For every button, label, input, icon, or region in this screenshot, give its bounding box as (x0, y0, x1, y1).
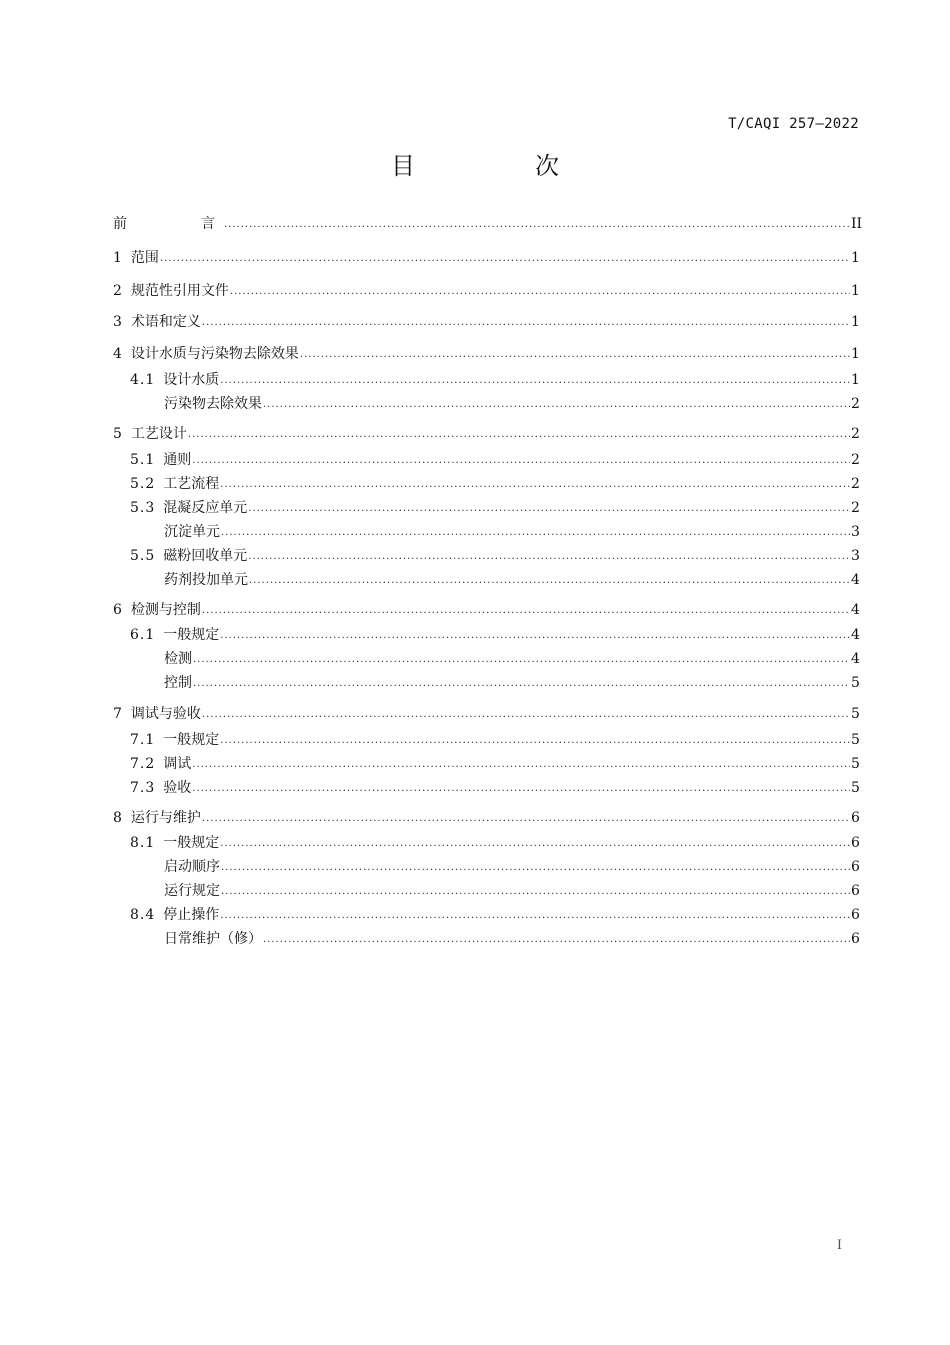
toc-dot-leader (193, 673, 850, 693)
toc-entry-title: 沉淀单元 (164, 524, 220, 540)
toc-entry-title: 一般规定 (163, 835, 220, 851)
toc-entry[interactable] (113, 451, 859, 471)
toc-entry-number: 2 (113, 283, 123, 299)
toc-entry-number: 8.1 (130, 835, 156, 851)
toc-entry-number: 6 (113, 602, 123, 618)
toc-entry-page: 1 (851, 283, 860, 299)
toc-entry-page: 5 (851, 756, 860, 772)
toc-entry[interactable] (113, 601, 859, 621)
toc-entry[interactable] (113, 858, 859, 878)
toc-entry-title: 验收 (163, 780, 192, 796)
toc-entry-title: 一般规定 (163, 732, 220, 748)
toc-entry[interactable] (113, 674, 859, 694)
toc-entry-title: 范围 (130, 250, 159, 266)
toc-entry[interactable] (113, 930, 859, 950)
toc-entry-title: 运行与维护 (130, 810, 201, 826)
toc-entry-number: 5.3 (130, 500, 156, 516)
toc-entry-page: 5 (851, 732, 860, 748)
toc-entry[interactable] (113, 882, 859, 902)
toc-dot-leader (249, 570, 850, 590)
toc-entry-number: 7.1 (130, 732, 156, 748)
toc-entry-number: 4 (113, 346, 123, 362)
toc-entry-number: 8 (113, 810, 123, 826)
toc-entry[interactable] (113, 345, 859, 365)
toc-entry[interactable] (113, 779, 859, 799)
toc-dot-leader (202, 312, 850, 332)
toc-dot-leader (220, 730, 850, 750)
toc-entry-page: 5 (851, 706, 860, 722)
toc-entry-title: 设计水质 (163, 372, 220, 388)
toc-entry-page: 4 (851, 651, 860, 667)
toc-entry-page: 6 (851, 835, 860, 851)
toc-entry-page: 6 (851, 907, 860, 923)
toc-entry-title: 前 言 (113, 216, 223, 232)
toc-entry-number: 5.2 (130, 476, 156, 492)
toc-entry-title: 磁粉回收单元 (163, 548, 248, 564)
toc-entry-number: 6.1 (130, 627, 156, 643)
toc-entry[interactable] (113, 499, 859, 519)
toc-dot-leader (188, 424, 850, 444)
toc-entry[interactable] (113, 215, 863, 235)
toc-entry-page: 1 (851, 314, 860, 330)
toc-entry[interactable] (113, 395, 859, 415)
toc-entry-title: 检测 (164, 651, 192, 667)
toc-entry-number: 7 (113, 706, 123, 722)
toc-entry[interactable] (113, 425, 859, 445)
toc-entry[interactable] (113, 249, 859, 269)
toc-entry-page: 2 (851, 452, 860, 468)
toc-entry-number: 5 (113, 426, 123, 442)
toc-entry-title: 调试与验收 (130, 706, 201, 722)
toc-entry-title: 一般规定 (163, 627, 220, 643)
toc-entry-title: 术语和定义 (130, 314, 201, 330)
toc-entry-title: 启动顺序 (164, 859, 220, 875)
toc-entry-page: 2 (851, 426, 860, 442)
toc-entry-title: 污染物去除效果 (164, 396, 262, 412)
toc-dot-leader (202, 600, 850, 620)
toc-entry[interactable] (113, 313, 859, 333)
toc-entry-title: 运行规定 (164, 883, 220, 899)
toc-entry-page: 2 (851, 500, 860, 516)
toc-dot-leader (220, 833, 850, 853)
toc-entry-page: 3 (851, 524, 860, 540)
toc-entry[interactable] (113, 650, 859, 670)
toc-dot-leader (192, 754, 850, 774)
toc-dot-leader (193, 649, 850, 669)
toc-entry-title: 药剂投加单元 (164, 572, 248, 588)
toc-dot-leader (220, 905, 850, 925)
toc-entry-page: 6 (851, 810, 860, 826)
page-title: 目 次 (391, 152, 607, 180)
toc-entry-number: 4.1 (130, 372, 156, 388)
toc-entry[interactable] (113, 809, 859, 829)
toc-dot-leader (263, 929, 850, 949)
toc-entry-title: 检测与控制 (130, 602, 201, 618)
toc-dot-leader (221, 857, 850, 877)
toc-dot-leader (220, 474, 850, 494)
toc-entry-title: 日常维护（修） (164, 931, 262, 947)
toc-entry[interactable] (113, 626, 859, 646)
toc-entry-number: 7.2 (130, 756, 156, 772)
toc-entry-title: 通则 (163, 452, 192, 468)
toc-entry-number: 7.3 (130, 780, 156, 796)
page-number: I (836, 1238, 842, 1253)
toc-dot-leader (230, 281, 850, 301)
toc-dot-leader (160, 248, 850, 268)
toc-entry-page: 1 (851, 250, 860, 266)
toc-dot-leader (221, 522, 850, 542)
toc-dot-leader (202, 704, 850, 724)
toc-dot-leader (248, 498, 850, 518)
toc-entry-number: 3 (113, 314, 123, 330)
toc-entry[interactable] (113, 705, 859, 725)
toc-entry[interactable] (113, 906, 859, 926)
toc-entry[interactable] (113, 834, 859, 854)
toc-entry-title: 工艺设计 (130, 426, 187, 442)
toc-entry-title: 调试 (163, 756, 192, 772)
toc-entry-title: 停止操作 (163, 907, 220, 923)
toc-entry-page: 5 (851, 780, 860, 796)
toc-entry-page: 6 (851, 931, 860, 947)
toc-entry-page: 6 (851, 859, 860, 875)
toc-dot-leader (220, 625, 850, 645)
toc-entry[interactable] (113, 371, 859, 391)
toc-dot-leader (192, 450, 850, 470)
toc-entry[interactable] (113, 731, 859, 751)
toc-entry[interactable] (113, 282, 859, 302)
document-code: T/CAQI 257—2022 (728, 116, 859, 132)
toc-entry-title: 控制 (164, 675, 192, 691)
toc-dot-leader (202, 808, 850, 828)
toc-entry-number: 5.1 (130, 452, 156, 468)
toc-entry-page: 6 (851, 883, 860, 899)
toc-dot-leader (300, 344, 850, 364)
toc-entry[interactable] (113, 475, 859, 495)
toc-entry-page: 1 (851, 346, 860, 362)
toc-entry-number: 5.5 (130, 548, 156, 564)
toc-dot-leader (192, 778, 850, 798)
toc-entry-page: 2 (851, 476, 860, 492)
toc-entry-page: 1 (851, 372, 860, 388)
toc-entry-page: 2 (851, 396, 860, 412)
toc-entry-title: 工艺流程 (163, 476, 220, 492)
toc-entry[interactable] (113, 523, 859, 543)
toc-entry-page: II (851, 216, 863, 232)
toc-entry-title: 设计水质与污染物去除效果 (130, 346, 299, 362)
toc-entry[interactable] (113, 571, 859, 591)
toc-entry-page: 3 (851, 548, 860, 564)
toc-entry-number: 8.4 (130, 907, 156, 923)
toc-entry-title: 混凝反应单元 (163, 500, 248, 516)
toc-entry-page: 4 (851, 602, 860, 618)
toc-dot-leader (224, 214, 850, 234)
toc-entry-page: 5 (851, 675, 860, 691)
toc-entry[interactable] (113, 755, 859, 775)
toc-entry-page: 4 (851, 572, 860, 588)
toc-dot-leader (263, 394, 850, 414)
toc-entry[interactable] (113, 547, 859, 567)
toc-dot-leader (220, 370, 850, 390)
toc-entry-number: 1 (113, 250, 123, 266)
toc-dot-leader (221, 881, 850, 901)
toc-dot-leader (248, 546, 850, 566)
toc-entry-title: 规范性引用文件 (130, 283, 229, 299)
toc-entry-page: 4 (851, 627, 860, 643)
